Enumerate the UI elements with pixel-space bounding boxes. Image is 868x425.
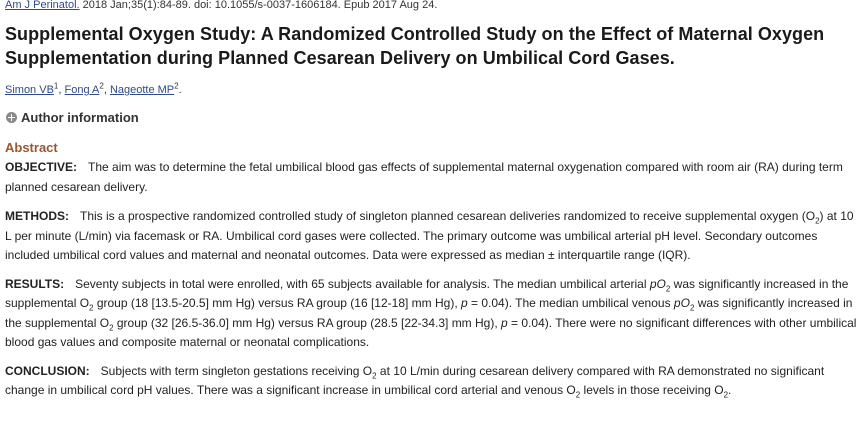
author-info-label: Author information <box>21 109 139 125</box>
objective-label: OBJECTIVE: <box>5 160 78 174</box>
plus-circle-icon <box>6 112 17 123</box>
subscript: 2 <box>372 370 377 380</box>
results-italic: p <box>461 296 468 310</box>
journal-link[interactable]: Am J Perinatol. <box>5 0 80 11</box>
subscript: 2 <box>665 283 671 293</box>
author-link[interactable]: Simon VB <box>5 84 54 96</box>
abstract-results <box>5 275 863 353</box>
conclusion-text: at 10 L/min during cesarean delivery compared with RA demonstrated no significant change in umbilical cord pH values. There was a significant increase in umbilical cord arterial and venous O <box>5 363 825 397</box>
author-info-toggle[interactable] <box>5 108 863 126</box>
author-affiliation: 1 <box>53 81 59 91</box>
abstract-conclusion <box>5 362 863 401</box>
methods-text: This is a prospective randomized controlled study of singleton planned cesarean deliveries randomized to receive supplemental oxygen (O <box>80 209 816 223</box>
author-link[interactable]: Fong A <box>64 84 100 96</box>
methods-label: METHODS: <box>5 209 69 223</box>
author-affiliation: 2 <box>99 81 104 91</box>
results-italic: p <box>501 315 508 330</box>
citation-details: 2018 Jan;35(1):84-89. doi: 10.1055/s-0037-1606184. Epub 2017 Aug 24. <box>79 0 438 11</box>
results-italic: pO <box>649 276 666 291</box>
results-text: was significantly increased in the supplemental O <box>5 276 849 310</box>
subscript: 2 <box>89 303 94 313</box>
results-label: RESULTS: <box>5 276 65 291</box>
results-text: Seventy subjects in total were enrolled, with 65 subjects available for analysis. The median umbilical arterial <box>75 276 650 291</box>
conclusion-text: . <box>728 383 732 397</box>
results-text: = 0.04). The median umbilical venous <box>467 296 674 310</box>
conclusion-label: CONCLUSION: <box>5 363 90 378</box>
citation-line <box>5 0 863 12</box>
article-title: Supplemental Oxygen Study: A Randomized Controlled Study on the Effect of Maternal Oxygen Supplementation during Planned Cesarean Delivery on Umbilical Cord Gases. <box>5 24 825 68</box>
abstract-heading: Abstract <box>5 140 58 155</box>
results-text: was significantly increased in the supplemental O <box>5 296 853 330</box>
methods-text: ) at 10 L per minute (L/min) via facemask or RA. Umbilical cord gases were collected. The primary outcome was umbilical arterial pH level. Secondary outcomes included umbilical cord values and maternal and neonatal outcomes. Data were expressed as median ± interquartile range (IQR). <box>5 209 854 262</box>
abstract-methods <box>5 207 863 266</box>
results-text: = 0.04). There were no significant differences with other umbilical blood gas values and composite maternal or neonatal complications. <box>5 315 857 349</box>
results-italic: pO <box>673 296 690 310</box>
subscript: 2 <box>109 322 114 332</box>
author-affiliation: 2 <box>174 81 179 91</box>
abstract-objective <box>5 158 863 197</box>
conclusion-text: Subjects with term singleton gestations receiving O <box>100 363 373 378</box>
author-list: Simon $VB^1$, Fong $A^2$, Nageotte $MP^2$. <box>5 81 182 96</box>
article-page <box>5 0 863 401</box>
subscript: 2 <box>723 390 729 400</box>
results-text: group (18 [13.5-20.5] mm Hg) versus RA group (16 [12-18] mm Hg), <box>93 296 461 310</box>
subscript: 2 <box>575 390 581 400</box>
subscript: 2 <box>815 216 820 226</box>
subscript: 2 <box>689 303 695 313</box>
conclusion-text: levels in those receiving O <box>580 383 724 397</box>
results-text: group (32 [26.5-36.0] mm Hg) versus RA group (28.5 [22-34.3] mm Hg), <box>113 315 502 330</box>
objective-text: The aim was to determine the fetal umbilical blood gas effects of supplemental maternal oxygenation compared with room air (RA) during term planned cesarean delivery. <box>5 160 843 194</box>
author-link[interactable]: Nageotte MP <box>109 84 175 96</box>
